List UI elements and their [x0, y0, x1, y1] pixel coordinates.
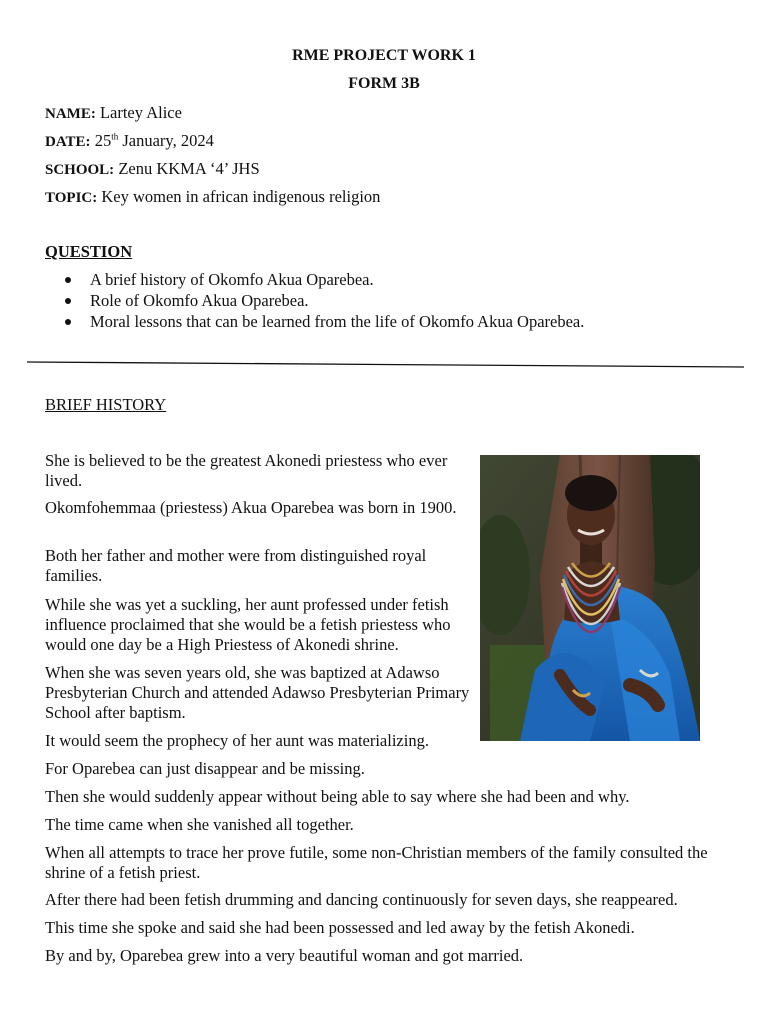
history-paragraph: Both her father and mother were from distinguished royal families.	[45, 546, 427, 585]
school-label: SCHOOL:	[45, 162, 115, 178]
history-paragraph: This time she spoke and said she had been possessed and led away by the fetish Akonedi.	[45, 918, 635, 937]
topic-label: TOPIC:	[45, 190, 98, 206]
name-label: NAME:	[45, 106, 96, 122]
brief-history-heading: BRIEF HISTORY	[45, 395, 167, 414]
date-suffix: th	[111, 131, 119, 142]
topic-value: Key women in african indigenous religion	[101, 187, 381, 206]
history-paragraph: She is believed to be the greatest Akonedi priestess who ever lived.	[45, 451, 448, 490]
date-label: DATE:	[45, 134, 91, 150]
form-label: FORM 3B	[348, 75, 420, 92]
date-rest: January, 2024	[122, 131, 214, 150]
question-item: A brief history of Okomfo Akua Oparebea.	[60, 270, 584, 291]
history-paragraph: After there had been fetish drumming and dancing continuously for seven days, she reappeared.	[45, 890, 678, 909]
question-heading: QUESTION	[45, 242, 133, 261]
school-value: Zenu KKMA ‘4’ JHS	[118, 159, 260, 178]
history-paragraph: For Oparebea can just disappear and be missing.	[45, 759, 365, 778]
question-item: Role of Okomfo Akua Oparebea.	[60, 291, 584, 312]
history-paragraph: The time came when she vanished all together.	[45, 815, 354, 834]
name-value: Lartey Alice	[99, 103, 182, 122]
history-paragraph: By and by, Oparebea grew into a very beautiful woman and got married.	[45, 946, 524, 965]
history-paragraph: Okomfohemmaa (priestess) Akua Oparebea was born in 1900.	[45, 498, 457, 517]
history-paragraph: When all attempts to trace her prove futile, some non-Christian members of the family consulted the shrine of a fetish priest.	[45, 843, 708, 882]
history-paragraph: While she was yet a suckling, her aunt professed under fetish influence proclaimed that she would be a fetish priestess who would one day be a High Priestess of Akonedi shrine.	[45, 595, 451, 654]
history-paragraph: It would seem the prophecy of her aunt was materializing.	[45, 731, 429, 750]
history-paragraph: Then she would suddenly appear without being able to say where she had been and why.	[45, 787, 630, 806]
document-title: RME PROJECT WORK 1	[292, 47, 476, 64]
history-paragraph: When she was seven years old, she was baptized at Adawso Presbyterian Church and attended Adawso Presbyterian Primary School after baptism.	[45, 663, 470, 722]
question-item: Moral lessons that can be learned from the life of Okomfo Akua Oparebea.	[60, 312, 584, 333]
date-day: 25	[94, 131, 112, 150]
portrait-photo	[480, 455, 700, 741]
section-divider	[0, 0, 768, 380]
